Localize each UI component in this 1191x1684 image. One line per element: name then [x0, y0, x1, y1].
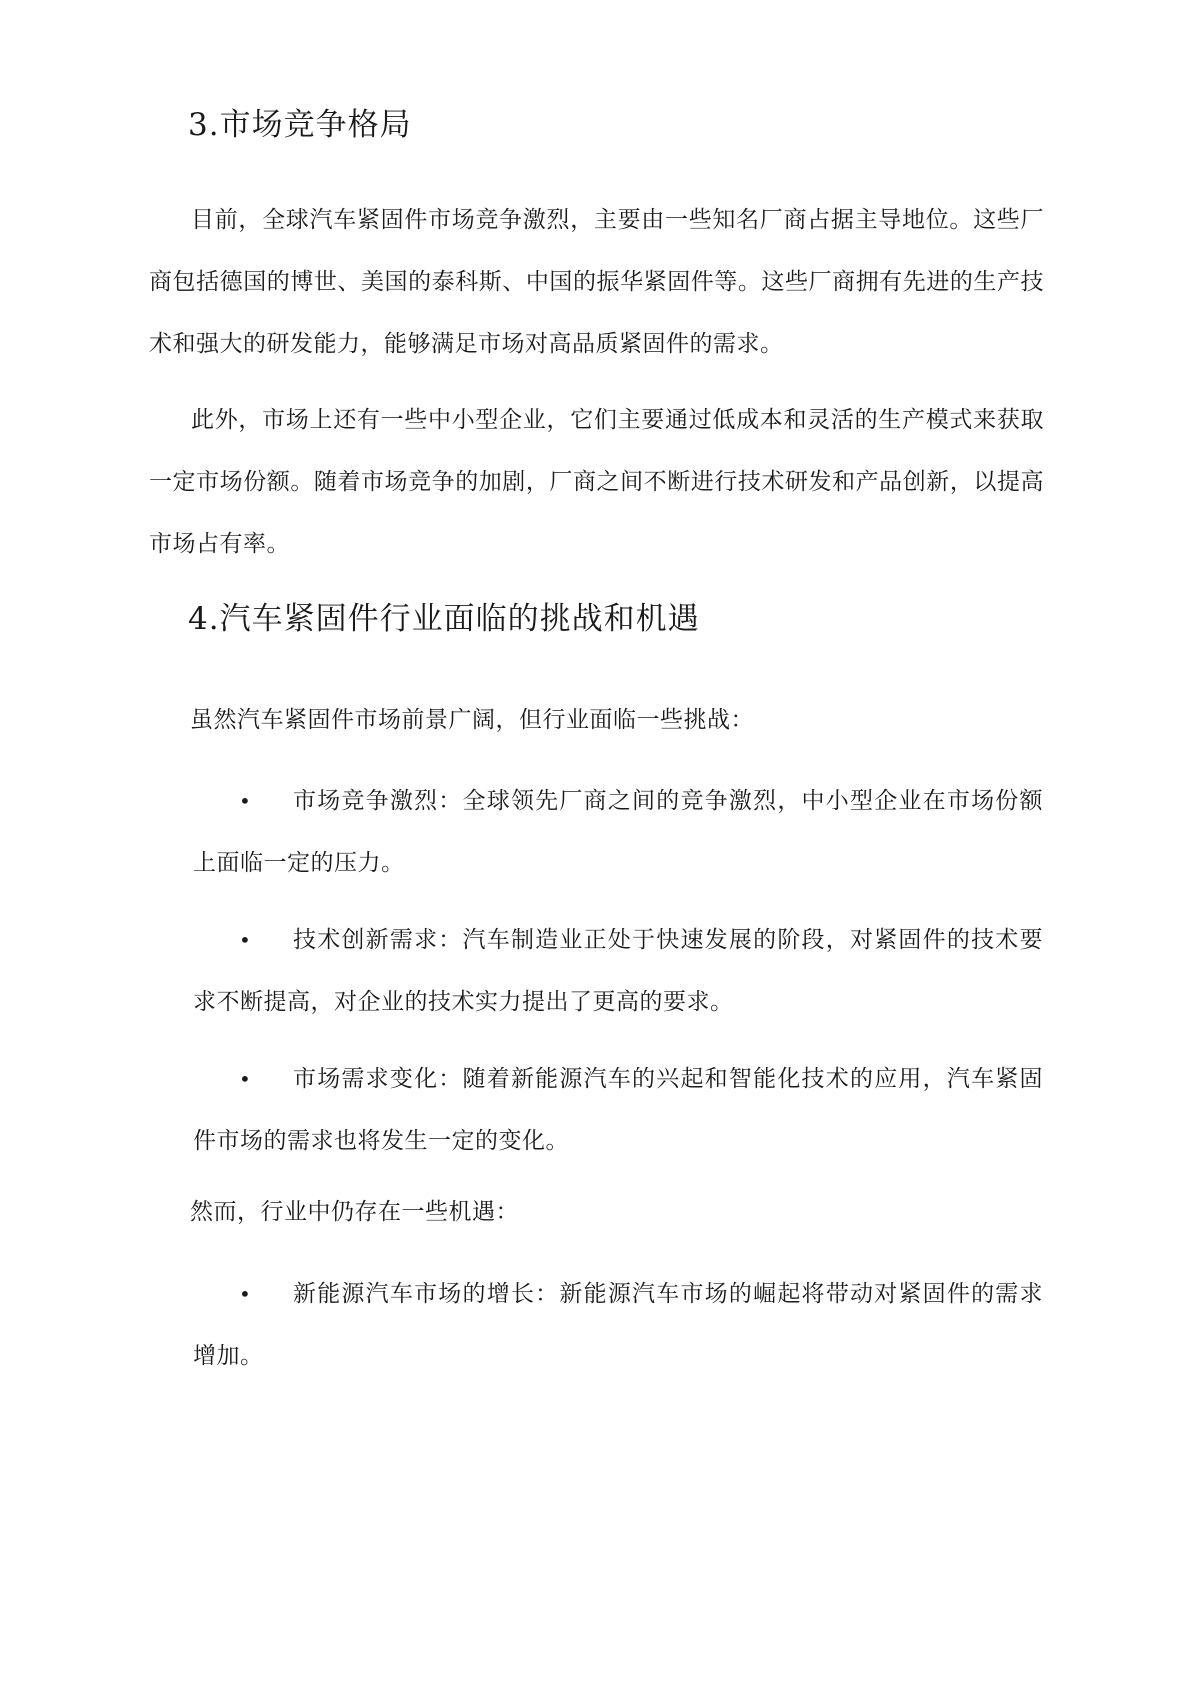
bullet-icon: •	[239, 1282, 252, 1306]
challenge-text: 技术创新需求：汽车制造业正处于快速发展的阶段，对紧固件的技术要求不断提高，对企业的技术实力提出了更高的要求。	[193, 927, 1043, 1015]
opportunity-text: 新能源汽车市场的增长：新能源汽车市场的崛起将带动对紧固件的需求增加。	[193, 1281, 1043, 1369]
opportunities-intro: 然而，行业中仍存在一些机遇：	[190, 1199, 519, 1225]
challenge-item	[193, 770, 1043, 894]
bullet-icon: •	[239, 928, 252, 952]
challenges-intro: 虽然汽车紧固件市场前景广阔，但行业面临一些挑战：	[190, 707, 754, 733]
bullet-icon: •	[239, 1067, 252, 1091]
bullet-icon: •	[239, 789, 252, 813]
section-3-paragraph-1: 目前，全球汽车紧固件市场竞争激烈，主要由一些知名厂商占据主导地位。这些厂商包括德国的博世、美国的泰科斯、中国的振华紧固件等。这些厂商拥有先进的生产技术和强大的研发能力，能够满足市场对高品质紧固件的需求。	[149, 207, 1044, 357]
opportunity-item	[193, 1263, 1043, 1387]
challenge-item	[193, 909, 1043, 1033]
section-4-heading: 4.汽车紧固件行业面临的挑战和机遇	[188, 601, 700, 637]
challenge-text: 市场竞争激烈：全球领先厂商之间的竞争激烈，中小型企业在市场份额上面临一定的压力。	[193, 788, 1043, 876]
section-3-paragraph-2: 此外，市场上还有一些中小型企业，它们主要通过低成本和灵活的生产模式来获取一定市场份额。随着市场竞争的加剧，厂商之间不断进行技术研发和产品创新，以提高市场占有率。	[149, 407, 1044, 557]
challenge-text: 市场需求变化：随着新能源汽车的兴起和智能化技术的应用，汽车紧固件市场的需求也将发生一定的变化。	[193, 1066, 1043, 1154]
section-3-heading: 3.市场竞争格局	[188, 107, 412, 143]
challenge-item	[193, 1048, 1043, 1172]
